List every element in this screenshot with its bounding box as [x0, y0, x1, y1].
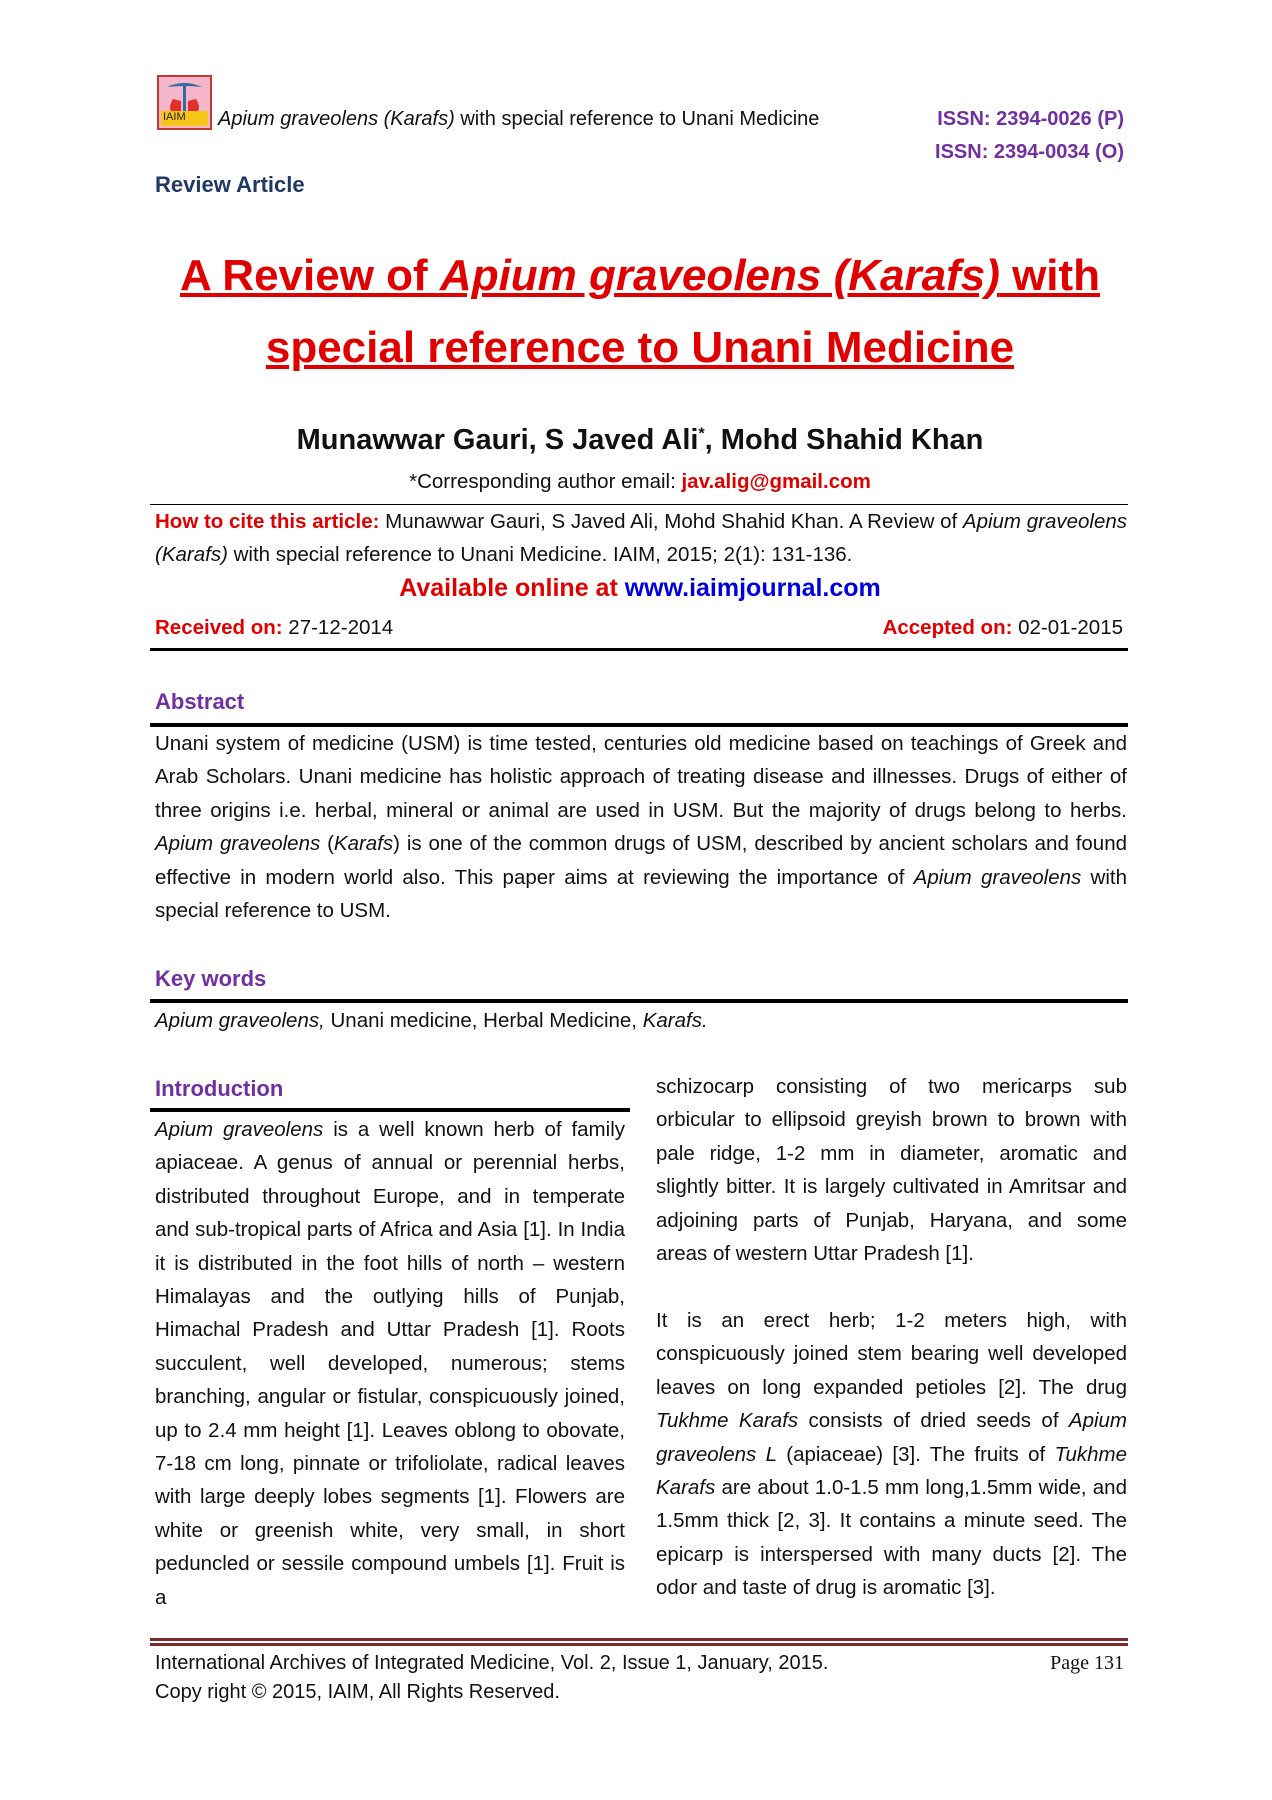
- footer-journal: International Archives of Integrated Medicine, Vol. 2, Issue 1, January, 2015.: [155, 1652, 829, 1674]
- text-run: Tukhme Karafs: [656, 1409, 799, 1433]
- text-run: Apium graveolens,: [155, 1009, 325, 1032]
- keywords-text: [155, 1004, 1127, 1037]
- text-run: (: [320, 832, 334, 856]
- text-run: Apium graveolens L: [656, 1409, 1127, 1466]
- text-run: Munawwar Gauri, S Javed Ali, Mohd Shahid Khan. A Review of: [379, 510, 963, 533]
- intro-right-column-p1: [656, 1070, 1127, 1270]
- text-run: Apium graveolens: [155, 1118, 324, 1141]
- text-run: are about 1.0-1.5 mm long,1.5mm wide, and 1.5mm thick [2, 3]. It contains a minute seed. The epicarp is interspersed with many ducts [2]. The odor and taste of drug is aromatic [3].: [656, 1476, 1127, 1600]
- text-run: ) is one of the common drugs of USM, described by ancient scholars and found effective in modern world also. This paper aims at reviewing the importance of: [155, 832, 1127, 889]
- abstract-heading: Abstract: [155, 689, 245, 714]
- received-date: Received on: 27-12-2014: [155, 616, 394, 639]
- footer-rule: [150, 1643, 1128, 1646]
- text-run: It is an erect herb; 1-2 meters high, with conspicuously joined stem bearing well developed leaves on long expanded petioles [2]. The drug: [656, 1309, 1127, 1399]
- article-title: [140, 240, 1140, 384]
- accepted-date: Accepted on: 02-01-2015: [882, 616, 1123, 639]
- divider: [150, 648, 1128, 651]
- authors: Munawwar Gauri, S Javed Ali*, Mohd Shahid Khan: [296, 424, 984, 456]
- abstract-text: [155, 727, 1127, 927]
- text-run: Apium graveolens (Karafs): [439, 251, 1000, 300]
- intro-right-column-p2: [656, 1304, 1127, 1605]
- citation: How to cite this article: Munawwar Gauri, S Javed Ali, Mohd Shahid Khan. A Review of Apium graveolens (Karafs) with special reference to Unani Medicine. IAIM, 2015; 2(1): 131-136.: [155, 510, 1128, 567]
- text-run: Tukhme Karafs: [656, 1442, 1127, 1500]
- text-run: Apium graveolens: [913, 865, 1082, 889]
- page-number: Page 131: [1050, 1652, 1124, 1674]
- divider: [150, 1108, 630, 1112]
- divider: [150, 999, 1128, 1003]
- text-run: with: [999, 251, 1101, 300]
- text-run: Karafs.: [642, 1009, 708, 1032]
- text-run: with special reference to Unani Medicine. IAIM, 2015; 2(1): 131-136.: [227, 543, 853, 567]
- keywords-heading: Key words: [155, 966, 267, 991]
- iaim-logo: IAIM: [157, 75, 212, 130]
- available-online: Available online at www.iaimjournal.com: [399, 574, 881, 602]
- text-run: Apium graveolens (Karafs): [155, 510, 1128, 567]
- text-run: Karafs: [333, 832, 394, 856]
- text-run: Unani system of medicine (USM) is time tested, centuries old medicine based on teachings of Greek and Arab Scholars. Unani medicine has holistic approach of treating disease and illnesses. Drugs of either of three origins i.e. herbal, mineral or animal are used in USM. But the majority of drugs belong to herbs.: [155, 732, 1127, 822]
- text-run: is a well known herb of family apiaceae. A genus of annual or perennial herbs, distributed throughout Europe, and in temperate and sub-tropical parts of Africa and Asia [1]. In India it is distributed in the foot hills of north – western Himalayas and the outlying hills of Punjab, Himachal Pradesh and Uttar Pradesh [1]. Roots succulent, well developed, numerous; stems branching, angular or fistular, conspicuously joined, up to 2.4 mm height [1]. Leaves oblong to obovate, 7-18 cm long, pinnate or trifoliolate, radical leaves with large deeply lobes segments [1]. Flowers are white or greenish white, very small, in short peduncled or sessile compound umbels [1]. Fruit is a: [155, 1118, 625, 1609]
- email-link[interactable]: jav.alig@gmail.com: [681, 470, 871, 493]
- article-type: Review Article: [155, 172, 305, 197]
- running-header: Apium graveolens (Karafs) with special reference to Unani Medicine: [218, 108, 820, 130]
- text-run: A Review of: [179, 251, 440, 300]
- text-run: Unani medicine, Herbal Medicine,: [324, 1009, 643, 1032]
- journal-link[interactable]: www.iaimjournal.com: [624, 574, 881, 602]
- text-run: with special reference to USM.: [155, 865, 1127, 923]
- text-run: schizocarp consisting of two mericarps sub orbicular to ellipsoid greyish brown to brown with pale ridge, 1-2 mm in diameter, aromatic and slightly bitter. It is largely cultivated in Amritsar and adjoining parts of Punjab, Haryana, and some areas of western Uttar Pradesh [1].: [656, 1075, 1127, 1266]
- intro-left-column: [155, 1113, 625, 1614]
- title-line-2: [140, 312, 1140, 384]
- footer-rule: [150, 1638, 1128, 1641]
- issn-online: ISSN: 2394-0034 (O): [935, 141, 1124, 163]
- issn-print: ISSN: 2394-0026 (P): [937, 108, 1124, 130]
- text-run: Apium graveolens: [155, 832, 321, 856]
- text-run: special reference to Unani Medicine: [265, 323, 1015, 372]
- introduction-heading: Introduction: [155, 1076, 284, 1101]
- text-run: consists of dried seeds of: [798, 1409, 1069, 1433]
- footer-copyright: Copy right © 2015, IAIM, All Rights Reserved.: [155, 1681, 560, 1703]
- title-line-1: [140, 240, 1140, 312]
- corresponding-email: *Corresponding author email: jav.alig@gmail.com: [409, 470, 871, 493]
- text-run: (apiaceae) [3]. The fruits of: [776, 1442, 1055, 1466]
